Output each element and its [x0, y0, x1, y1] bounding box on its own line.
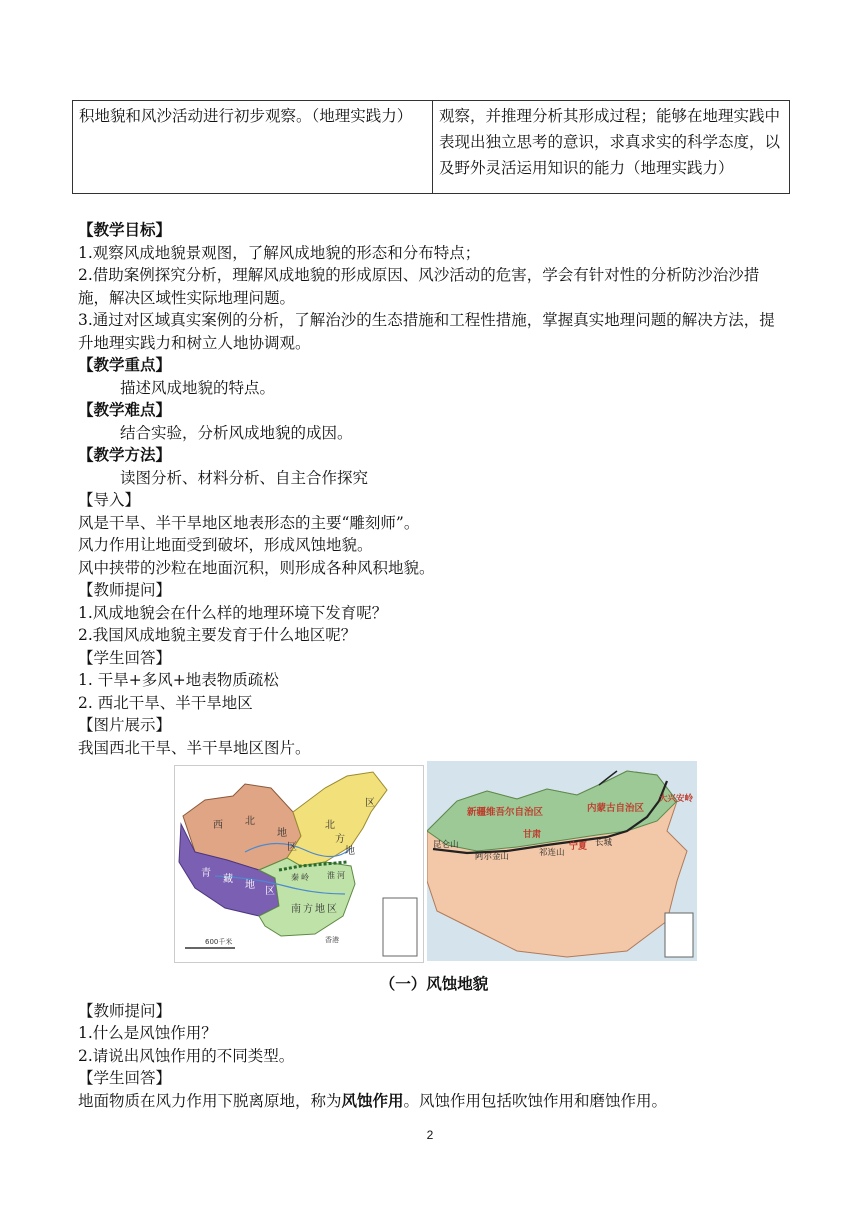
answer-item: 1. 干旱+多风+地表物质疏松: [78, 671, 279, 689]
difficulty-text: 结合实验，分析风成地貌的成因。: [120, 423, 353, 442]
teacher-question-heading: 【教师提问】: [78, 1001, 172, 1020]
intro-line: 风力作用让地面受到破坏，形成风蚀地貌。: [78, 536, 373, 554]
figure-row: [78, 765, 790, 971]
map-label: 甘肃: [523, 830, 542, 840]
map-label: 北: [325, 820, 335, 831]
map-label: 岭: [301, 873, 309, 882]
map-label: 方: [335, 834, 345, 845]
difficulty-heading: 【教学难点】: [78, 400, 172, 419]
student-answer-heading: 【学生回答】: [78, 1069, 172, 1087]
document-body: [78, 219, 790, 1112]
map-label: 长城: [595, 838, 613, 848]
northwest-arid-map: [427, 761, 697, 961]
map-label: 地: [245, 880, 255, 891]
map-label: 青: [201, 868, 211, 879]
question-item: 2.我国风成地貌主要发育于什么地区呢？: [78, 626, 357, 644]
question-item: 1.什么是风蚀作用？: [78, 1024, 217, 1042]
map-label: 区: [265, 886, 275, 897]
scale-label: 600千米: [205, 938, 233, 946]
goals-heading: 【教学目标】: [78, 220, 172, 239]
map-label: 昆仑山: [433, 840, 459, 850]
map-label: 大兴安岭: [659, 794, 694, 804]
map-label: 区: [287, 842, 297, 853]
answer-item: 2. 西北干旱、半干旱地区: [78, 693, 253, 712]
picture-heading: 【图片展示】: [78, 716, 172, 734]
china-regions-map: [174, 765, 424, 963]
section-title: （一）风蚀地貌: [379, 974, 489, 993]
map-label: 秦: [291, 873, 299, 882]
answer-term: 风蚀作用: [341, 1090, 404, 1110]
question-item: 1.风成地貌会在什么样的地理环境下发育呢？: [78, 603, 388, 622]
map-label: 祁连山: [539, 848, 565, 858]
map-label: 地: [345, 846, 355, 857]
map-label: 阿尔金山: [475, 852, 510, 862]
map-label: 南: [291, 904, 301, 915]
question-item: 2.请说出风蚀作用的不同类型。: [78, 1046, 295, 1065]
method-heading: 【教学方法】: [78, 445, 172, 464]
goal-item: 3.通过对区域真实案例的分析，了解治沙的生态措施和工程性措施，掌握真实地理问题的解决方法，提升地理实践力和树立人地协调观。: [78, 311, 775, 352]
map-label: 地: [315, 904, 325, 915]
map-label: 地: [277, 828, 287, 839]
answer-text: 地面物质在风力作用下脱离原地，称为: [78, 1091, 342, 1110]
student-answer-heading: 【学生回答】: [78, 648, 172, 667]
method-text: 读图分析、材料分析、自主合作探究: [120, 468, 369, 487]
hk-label: 香港: [325, 936, 339, 944]
map-label: 新疆维吾尔自治区: [467, 807, 544, 818]
key-point-heading: 【教学重点】: [78, 355, 172, 374]
map-label: 宁夏: [569, 842, 588, 852]
map-label: 西: [213, 820, 223, 831]
objectives-table: [72, 100, 790, 194]
goal-item: 1.观察风成地貌景观图，了解风成地貌的形态和分布特点；: [78, 243, 481, 262]
map-label: 淮: [327, 871, 335, 880]
map-label: 内蒙古自治区: [587, 803, 645, 814]
key-point-text: 描述风成地貌的特点。: [120, 378, 276, 397]
table-cell-left: 积地貌和风沙活动进行初步观察。（地理实践力）: [73, 101, 433, 194]
map-label: 河: [337, 871, 345, 880]
goal-item: 2.借助案例探究分析，理解风成地貌的形成原因、风沙活动的危害，学会有针对性的分析防沙治沙措施，解决区域性实际地理问题。: [78, 266, 760, 307]
intro-line: 风是干旱、半干旱地区地表形态的主要“雕刻师”。: [78, 513, 420, 532]
map-label: 北: [245, 816, 255, 827]
answer-paragraph: [78, 1090, 790, 1113]
page-number: 2: [426, 1128, 434, 1142]
map-label: 区: [365, 798, 375, 809]
answer-text: 。风蚀作用包括吹蚀作用和磨蚀作用。: [403, 1091, 668, 1110]
teacher-question-heading: 【教师提问】: [78, 581, 172, 599]
intro-heading: 【导入】: [78, 491, 141, 509]
map-label: 区: [327, 904, 337, 915]
table-row: [73, 101, 790, 194]
map-label: 方: [303, 904, 313, 915]
intro-line: 风中挟带的沙粒在地面沉积，则形成各种风积地貌。: [78, 558, 435, 577]
picture-caption: 我国西北干旱、半干旱地区图片。: [78, 738, 311, 757]
table-cell-right: 观察，并推理分析其形成过程；能够在地理实践中表现出独立思考的意识，求真求实的科学态度，以及野外灵活运用知识的能力（地理实践力）: [433, 101, 790, 194]
map-label: 藏: [223, 874, 233, 885]
